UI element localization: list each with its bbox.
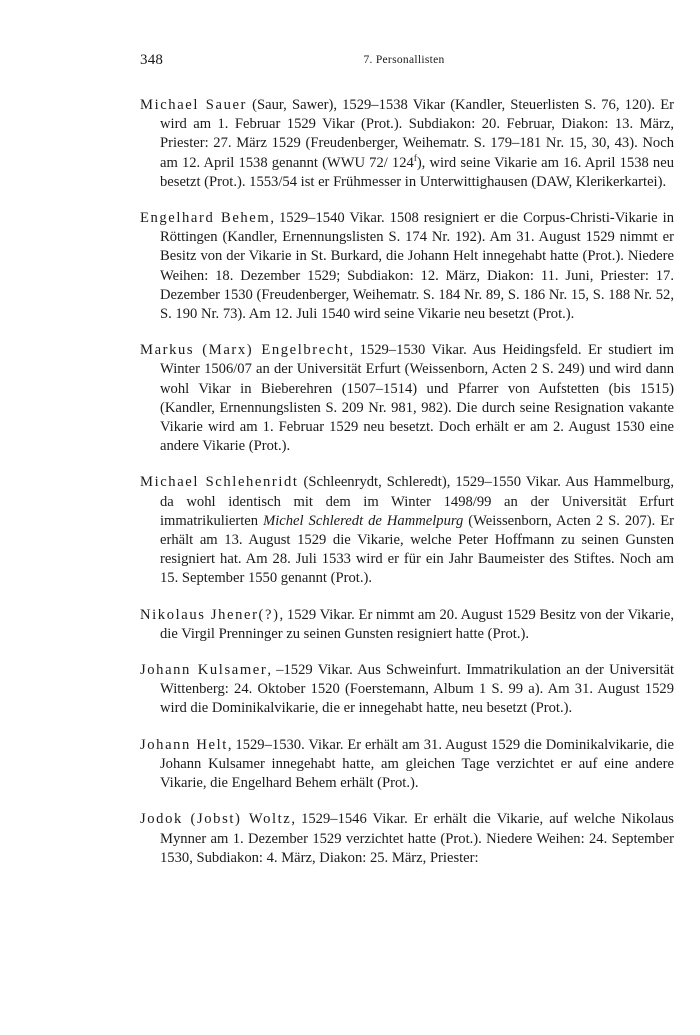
- list-item: [140, 473, 674, 588]
- entry-text: (Schleenrydt, Schleredt), 1529–1550 Vikar. Aus Hammelburg, da wohl identisch mit dem im Winter 1498/99 an der Universität Erfurt immatrikulierten: [160, 474, 674, 529]
- entry-name: Johann Helt: [140, 736, 228, 753]
- entry-list: [140, 96, 674, 885]
- entry-text: (Saur, Sawer), 1529–1538 Vikar (Kandler, Steuerlisten S. 76, 120). Er wird am 1. Februar 1529 Vikar (Prot.). Subdiakon: 20. Februar, Diakon: 13. März, Priester: 27. März 1529 (Freudenberger, Weihematr. S. 179–181 Nr. 15, 30, 43). Noch am 12. April 1538 genannt (WWU 72/ 124: [160, 97, 674, 171]
- page-header: [140, 52, 668, 74]
- entry-name: Engelhard Behem: [140, 210, 271, 227]
- running-head: 7. Personallisten: [363, 54, 445, 66]
- list-item: [140, 661, 674, 719]
- list-item: [140, 96, 674, 192]
- entry-name: Nikolaus Jhener(?): [140, 606, 280, 623]
- page-number: 348: [140, 52, 164, 68]
- list-item: [140, 209, 674, 324]
- entry-text-continued: (Weissenborn, Acten 2 S. 207). Er erhält am 13. August 1529 die Vikarie, welche Peter Hoffmann zu seinen Gunsten resigniert hat. Am 28. Juli 1533 wird er für ein Jahr Baumeister des Stiftes. Noch am 15. September 1550 genannt (Prot.).: [160, 512, 674, 587]
- entry-name: Michael Schlehenridt: [140, 474, 299, 491]
- entry-text: , 1529–1530 Vikar. Aus Heidingsfeld. Er studiert im Winter 1506/07 an der Universität Erfurt (Weissenborn, Acten 2 S. 249) und wird dann wohl Vikar in Bieberehren (1507–1514) und Pfarrer von Aufstetten (bis 1515) (Kandler, Ernennungslisten S. 209 Nr. 981, 982). Die durch seine Resignation vakante Vikarie wird am 1. Februar 1529 neu besetzt. Doch erhält er am 2. August 1530 eine andere Vikarie (Prot.).: [160, 342, 674, 455]
- entry-text: , 1529–1540 Vikar. 1508 resigniert er die Corpus-Christi-Vikarie in Röttingen (Kandler, Ernennungslisten S. 174 Nr. 192). Am 31. August 1529 nimmt er Besitz von der Vikarie in St. Burkard, die Johann Helt innegehabt hatte (Prot.). Niedere Weihen: 18. Dezember 1529; Subdiakon: 12. März, Diakon: 11. Juni, Priester: 17. Dezember 1530 (Freudenberger, Weihematr. S. 184 Nr. 89, S. 186 Nr. 15, S. 188 Nr. 52, S. 190 Nr. 73). Am 12. Juli 1540 wird seine Vikarie neu besetzt (Prot.).: [160, 210, 674, 323]
- entry-name: Jodok (Jobst) Woltz: [140, 811, 292, 828]
- entry-text-continued: ), wird seine Vikarie am 16. April 1538 neu besetzt (Prot.). 1553/54 ist er Frühmesser in Unterwittighausen (DAW, Klerikerkartei).: [160, 154, 674, 190]
- entry-text: , 1529 Vikar. Er nimmt am 20. August 1529 Besitz von der Vikarie, die Virgil Prenninger zu seinen Gunsten resigniert hatte (Prot.).: [160, 606, 674, 642]
- list-item: [140, 606, 674, 644]
- entry-text: , 1529–1530. Vikar. Er erhält am 31. August 1529 die Dominikalvikarie, die Johann Kulsamer innegehabt hatte, am gleichen Tage verzichtet er auf eine andere Vikarie, die Engelhard Behem erhält (Prot.).: [160, 736, 675, 792]
- entry-text: , –1529 Vikar. Aus Schweinfurt. Immatrikulation an der Universität Wittenberg: 24. Oktober 1520 (Foerstemann, Album 1 S. 99 a). Am 31. August 1529 wird die Dominikalvikarie, die er innegehabt hatte, neu besetzt (Prot.).: [160, 662, 674, 717]
- entry-name: Markus (Marx) Engelbrecht: [140, 342, 350, 359]
- entry-italic-citation: Michel Schleredt de Hammelpurg: [263, 512, 464, 529]
- entry-superscript: f: [413, 152, 417, 163]
- entry-name: Johann Kulsamer: [140, 662, 268, 679]
- entry-text: , 1529–1546 Vikar. Er erhält die Vikarie, auf welche Nikolaus Mynner am 1. Dezember 1529 verzichtet hatte (Prot.). Niedere Weihen: 24. September 1530, Subdiakon: 4. März, Diakon: 25. März, Priester:: [160, 811, 674, 866]
- entry-name: Michael Sauer: [140, 97, 247, 113]
- list-item: [140, 736, 674, 794]
- list-item: [140, 810, 674, 868]
- list-item: [140, 341, 674, 456]
